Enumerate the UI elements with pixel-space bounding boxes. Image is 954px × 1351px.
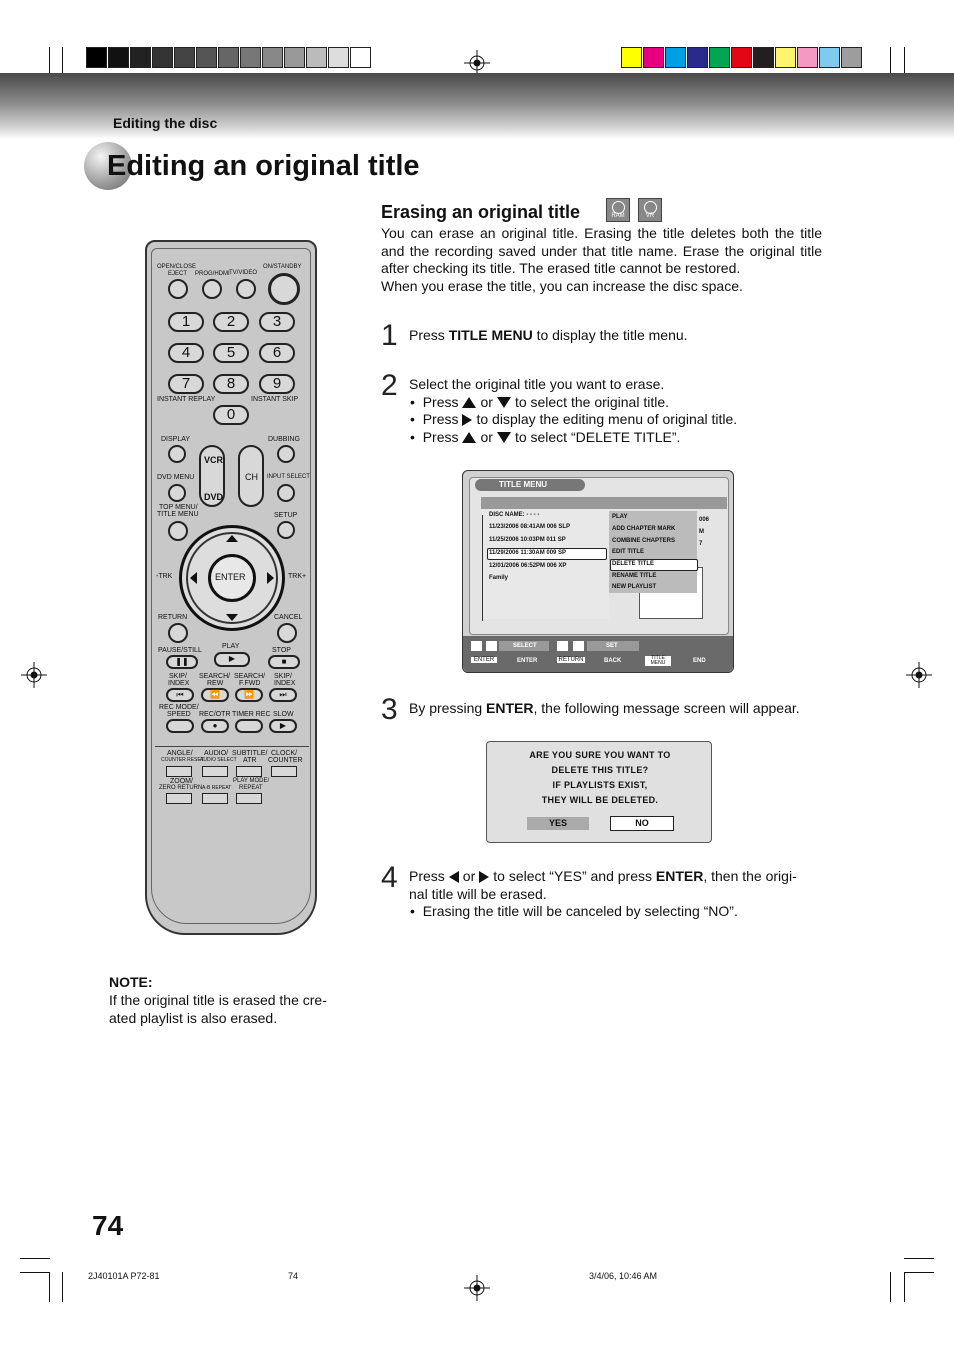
label-on-standby: ON/STANDBY: [263, 264, 302, 270]
color-swatch: [753, 47, 774, 68]
play-button[interactable]: ▶: [214, 652, 250, 667]
crop-mark: [20, 1272, 50, 1273]
footer-code: 2J40101A P72-81: [88, 1271, 160, 1281]
bullet-press: Press: [422, 393, 459, 410]
label-instant-replay: INSTANT REPLAY: [157, 396, 216, 403]
vcr-button[interactable]: VCR: [204, 455, 224, 465]
label-zero-return: ZERO RETURN: [159, 785, 203, 791]
label-clock: CLOCK/: [271, 750, 298, 757]
title-menu-screen: [462, 470, 734, 673]
page-number: 74: [92, 1210, 124, 1241]
info-fragment: M: [699, 529, 704, 535]
right-arrow-icon: [462, 414, 472, 426]
color-swatch: [643, 47, 664, 68]
registration-mark-icon: [464, 1275, 490, 1301]
intro-paragraph-2: When you erase the title, you can increase the disc space.: [381, 278, 743, 294]
color-swatch: [709, 47, 730, 68]
left-key-icon: [557, 641, 568, 651]
label-audio-select: AUDIO SELECT: [200, 757, 237, 763]
label-stop: STOP: [272, 647, 291, 654]
label-play: PLAY: [222, 643, 240, 650]
crop-mark: [890, 1272, 891, 1302]
label-top-menu: TOP MENU/: [159, 504, 198, 511]
pause-button[interactable]: ❚❚: [166, 655, 198, 669]
skip-forward-button[interactable]: ⏭: [269, 688, 297, 702]
color-swatch: [152, 47, 173, 68]
edit-menu-item[interactable]: EDIT TITLE: [612, 549, 644, 555]
return-button[interactable]: [168, 623, 188, 643]
up-arrow-icon: [462, 432, 476, 443]
section-label: Editing the disc: [113, 115, 218, 131]
footer-title-menu-key: TITLE MENU: [645, 656, 671, 666]
dvd-ram-icon: RAM: [606, 198, 630, 222]
edit-menu-item-selected[interactable]: DELETE TITLE: [612, 561, 654, 567]
clock-button[interactable]: [271, 766, 297, 777]
footer-set: SET: [606, 643, 618, 649]
color-swatch: [240, 47, 261, 68]
label-pause-still: PAUSE/STILL: [158, 647, 202, 654]
rec-mode-button[interactable]: [166, 719, 194, 733]
label-prog-hdmi: PROG/HDMI: [195, 271, 230, 277]
step-2-main: Select the original title you want to erase.: [409, 376, 665, 392]
digit-5-button[interactable]: 5: [213, 343, 249, 363]
title-row[interactable]: 11/25/2006 10:03PM 011 SP: [489, 537, 566, 543]
color-swatch: [174, 47, 195, 68]
edit-menu-item[interactable]: NEW PLAYLIST: [612, 584, 657, 590]
confirm-line: DELETE THIS TITLE?: [551, 765, 649, 775]
step-2-bullet-2: • Press to display the editing menu of original title.: [410, 411, 738, 427]
label-cancel: CANCEL: [274, 614, 303, 621]
label-skip-index-right: SKIP/: [274, 673, 292, 680]
footer-enter: ENTER: [517, 658, 538, 664]
dpad-left-icon[interactable]: [190, 572, 197, 584]
color-swatch: [819, 47, 840, 68]
crop-mark: [49, 1272, 50, 1302]
footer-select: SELECT: [513, 643, 537, 649]
color-swatch: [130, 47, 151, 68]
step-4-line-2: nal title will be erased.: [409, 885, 547, 902]
bullet-press: Press: [422, 428, 459, 445]
step-1-key: TITLE MENU: [448, 327, 533, 343]
up-arrow-icon: [462, 397, 476, 408]
subtitle-button[interactable]: [236, 766, 262, 777]
open-close-button[interactable]: [168, 279, 188, 299]
slow-button[interactable]: ▶: [269, 719, 297, 733]
lower-panel-divider: [155, 746, 309, 747]
color-swatch: [306, 47, 327, 68]
digit-0-button[interactable]: 0: [213, 405, 249, 425]
info-fragment: 7: [699, 541, 703, 547]
color-swatch-bar: [621, 47, 863, 68]
step-1-post: to display the title menu.: [532, 327, 688, 343]
digit-2-button[interactable]: 2: [213, 312, 249, 332]
label-rec-otr: REC/OTR: [199, 711, 231, 718]
footer-date: 3/4/06, 10:46 AM: [589, 1271, 658, 1281]
label-title-menu: TITLE MENU: [157, 511, 199, 518]
color-swatch: [731, 47, 752, 68]
label-audio: AUDIO/: [204, 750, 229, 757]
step-4-bullet: • Erasing the title will be canceled by selecting “NO”.: [410, 903, 738, 919]
step-3-text: [409, 700, 800, 718]
step-number: 4: [381, 861, 398, 894]
title-row[interactable]: 11/23/2006 08:41AM 006 SLP: [489, 524, 571, 530]
confirm-line: THEY WILL BE DELETED.: [541, 795, 659, 805]
footer-enter-key: ENTER: [471, 657, 497, 663]
step-number: 1: [381, 319, 398, 352]
crop-mark: [62, 47, 63, 75]
up-key-icon: [471, 641, 482, 651]
color-swatch: [841, 47, 862, 68]
left-arrow-icon: [449, 871, 459, 883]
bullet-post: to select “DELETE TITLE”.: [514, 428, 681, 445]
label-skip-index-left: SKIP/: [169, 673, 187, 680]
label-ab-repeat: A-B REPEAT: [202, 785, 232, 791]
step-4-or: or: [462, 868, 476, 884]
color-swatch: [108, 47, 129, 68]
note-line-1: If the original title is erased the cre-: [109, 992, 327, 1008]
label-skip-index-left-2: INDEX: [168, 680, 190, 687]
crop-mark: [904, 47, 905, 75]
info-fragment: 006: [699, 517, 710, 523]
label-return: RETURN: [158, 614, 188, 621]
footer-return-key: RETURN: [558, 657, 584, 663]
label-tv-video: TV/VIDEO: [229, 270, 258, 276]
edit-menu-item[interactable]: COMBINE CHAPTERS: [612, 538, 676, 544]
label-enter: ENTER: [215, 572, 246, 582]
subsection-title: Erasing an original title: [381, 202, 581, 222]
color-swatch: [218, 47, 239, 68]
remote-control: [145, 240, 317, 935]
title-row[interactable]: 12/01/2006 06:52PM 006 XP: [489, 563, 567, 569]
scroll-track: [482, 515, 483, 621]
dvd-vr-icon: VR: [638, 198, 662, 222]
stop-button[interactable]: ■: [268, 655, 300, 669]
step-3-key: ENTER: [486, 700, 534, 716]
confirm-dialog: [486, 741, 712, 843]
step-1-text: [409, 327, 688, 345]
crop-mark: [904, 1272, 934, 1273]
rec-otr-button[interactable]: ●: [201, 719, 229, 733]
bullet-or: or: [480, 428, 493, 445]
play-mode-button[interactable]: [236, 793, 262, 804]
timer-rec-button[interactable]: [235, 719, 263, 733]
confirm-line: ARE YOU SURE YOU WANT TO: [529, 750, 671, 760]
color-swatch: [262, 47, 283, 68]
color-swatch: [775, 47, 796, 68]
down-arrow-icon: [497, 397, 511, 408]
screen-bar: [481, 497, 727, 509]
label-rec-mode-2: SPEED: [167, 711, 191, 718]
label-input-select: INPUT SELECT: [267, 474, 310, 480]
step-3-pre: By pressing: [409, 700, 487, 716]
display-button[interactable]: [168, 445, 186, 463]
right-key-icon: [573, 641, 584, 651]
step-4-text: [409, 868, 829, 921]
step-1-pre: Press: [409, 327, 449, 343]
audio-button[interactable]: [202, 766, 228, 777]
step-3-post: , the following message screen will appear.: [533, 700, 800, 716]
dpad-down-icon[interactable]: [226, 614, 238, 621]
color-swatch: [86, 47, 107, 68]
dvd-button[interactable]: DVD: [204, 492, 224, 502]
edit-menu-item[interactable]: ADD CHAPTER MARK: [612, 526, 676, 532]
note-line-2: ated playlist is also erased.: [109, 1010, 278, 1026]
color-swatch: [350, 47, 371, 68]
dpad-up-icon[interactable]: [226, 535, 238, 542]
label-open-close: OPEN/CLOSE: [157, 264, 197, 270]
title-menu-button[interactable]: [168, 521, 188, 541]
label-counter: COUNTER: [268, 757, 303, 764]
color-swatch: [797, 47, 818, 68]
label-display: DISPLAY: [161, 436, 191, 443]
rewind-button[interactable]: ⏪: [201, 688, 229, 702]
bullet-text: Erasing the title will be canceled by selecting “NO”.: [422, 903, 738, 919]
footer-end: END: [693, 658, 706, 664]
crop-mark: [904, 1258, 934, 1259]
zoom-button[interactable]: [166, 793, 192, 804]
page-title: Editing an original title: [107, 150, 420, 182]
step-4-key: ENTER: [655, 868, 704, 884]
label-atr: ATR: [243, 757, 257, 764]
color-swatch: [284, 47, 305, 68]
digit-6-button[interactable]: 6: [259, 343, 295, 363]
digit-9-button[interactable]: 9: [259, 374, 295, 394]
label-ch: CH: [245, 472, 258, 482]
setup-button[interactable]: [277, 521, 295, 539]
registration-mark-icon: [906, 662, 932, 688]
label-skip-index-right-2: INDEX: [274, 680, 296, 687]
edit-menu-item[interactable]: RENAME TITLE: [612, 573, 657, 579]
color-swatch: [196, 47, 217, 68]
label-search-rew: SEARCH/: [199, 673, 231, 680]
color-swatch: [328, 47, 349, 68]
right-arrow-icon: [479, 871, 489, 883]
digit-4-button[interactable]: 4: [168, 343, 204, 363]
digit-7-button[interactable]: 7: [168, 374, 204, 394]
color-swatch: [665, 47, 686, 68]
label-setup: SETUP: [274, 512, 298, 519]
title-row[interactable]: Family: [489, 575, 509, 581]
step-4-mid: to select “YES” and press: [493, 868, 656, 884]
cancel-button[interactable]: [277, 623, 297, 643]
label-trk-plus: TRK+: [288, 573, 307, 580]
down-key-icon: [486, 641, 497, 651]
label-dvd-menu: DVD MENU: [157, 474, 195, 481]
step-4-post: , then the origi-: [703, 868, 797, 884]
label-slow: SLOW: [273, 711, 294, 718]
label-zoom: ZOOM/: [170, 778, 193, 785]
step-2-text: [409, 376, 829, 446]
step-number: 2: [381, 369, 398, 402]
title-row-selected[interactable]: 11/29/2006 11:30AM 009 SP: [489, 550, 567, 556]
bullet-post: to display the editing menu of original title.: [476, 411, 738, 427]
bullet-press: Press: [422, 411, 459, 427]
confirm-line: IF PLAYLISTS EXIST,: [552, 780, 648, 790]
digit-3-button[interactable]: 3: [259, 312, 295, 332]
edit-menu-item[interactable]: PLAY: [612, 514, 628, 520]
disc-name: DISC NAME: - - - -: [489, 512, 540, 518]
label-play-mode: PLAY MODE/: [233, 778, 270, 784]
label-eject: EJECT: [168, 271, 188, 277]
crop-mark: [62, 1272, 63, 1302]
tv-video-button[interactable]: [236, 279, 256, 299]
prog-hdmi-button[interactable]: [202, 279, 222, 299]
crop-mark: [49, 47, 50, 75]
no-button[interactable]: NO: [610, 816, 674, 831]
dvd-menu-button[interactable]: [168, 484, 186, 502]
down-arrow-icon: [497, 432, 511, 443]
label-instant-skip: INSTANT SKIP: [251, 396, 299, 403]
power-button[interactable]: [268, 273, 300, 305]
footer-page: 74: [288, 1271, 299, 1281]
angle-button[interactable]: [166, 766, 192, 777]
step-4-line-1: [409, 868, 829, 886]
dpad-right-icon[interactable]: [267, 572, 274, 584]
note-heading: NOTE:: [109, 974, 153, 990]
ab-repeat-button[interactable]: [202, 793, 228, 804]
step-4-press: Press: [409, 868, 445, 884]
crop-mark: [890, 47, 891, 75]
label-repeat: REPEAT: [239, 785, 263, 791]
label-counter-reset: COUNTER RESET: [161, 757, 204, 763]
digit-8-button[interactable]: 8: [213, 374, 249, 394]
label-subtitle: SUBTITLE/: [232, 750, 268, 757]
digit-1-button[interactable]: 1: [168, 312, 204, 332]
yes-button[interactable]: YES: [527, 817, 589, 830]
note-block: [109, 973, 341, 1027]
label-trk-minus: -TRK: [156, 573, 173, 580]
skip-back-button[interactable]: ⏮: [166, 688, 194, 702]
step-2-bullet-1: • Press or to select the original title.: [410, 393, 670, 410]
input-select-button[interactable]: [277, 484, 295, 502]
color-swatch: [621, 47, 642, 68]
step-2-bullet-3: • Press or to select “DELETE TITLE”.: [410, 428, 681, 445]
crop-mark: [904, 1272, 905, 1302]
crop-mark: [20, 1258, 50, 1259]
label-search-rew-2: REW: [207, 680, 224, 687]
label-search-ffwd-2: F.FWD: [239, 680, 261, 687]
step-number: 3: [381, 693, 398, 726]
dubbing-button[interactable]: [277, 445, 295, 463]
bullet-post: to select the original title.: [514, 393, 670, 410]
label-search-ffwd: SEARCH/: [234, 673, 266, 680]
fast-forward-button[interactable]: ⏩: [235, 688, 263, 702]
label-timer-rec: TIMER REC: [232, 711, 271, 718]
screen-header: TITLE MENU: [499, 480, 547, 489]
color-swatch: [687, 47, 708, 68]
bullet-or: or: [480, 393, 493, 410]
label-dubbing: DUBBING: [268, 436, 300, 443]
label-rec-mode: REC MODE/: [159, 704, 199, 711]
registration-mark-icon: [21, 662, 47, 688]
label-angle: ANGLE/: [167, 750, 193, 757]
grey-swatch-bar: [86, 47, 372, 68]
intro-paragraph: You can erase an original title. Erasing the title deletes both the title and the recording saved under that title name. Erase the original title after checking its title. The erased title cannot be restored.: [381, 225, 822, 276]
footer-back: BACK: [604, 658, 622, 664]
